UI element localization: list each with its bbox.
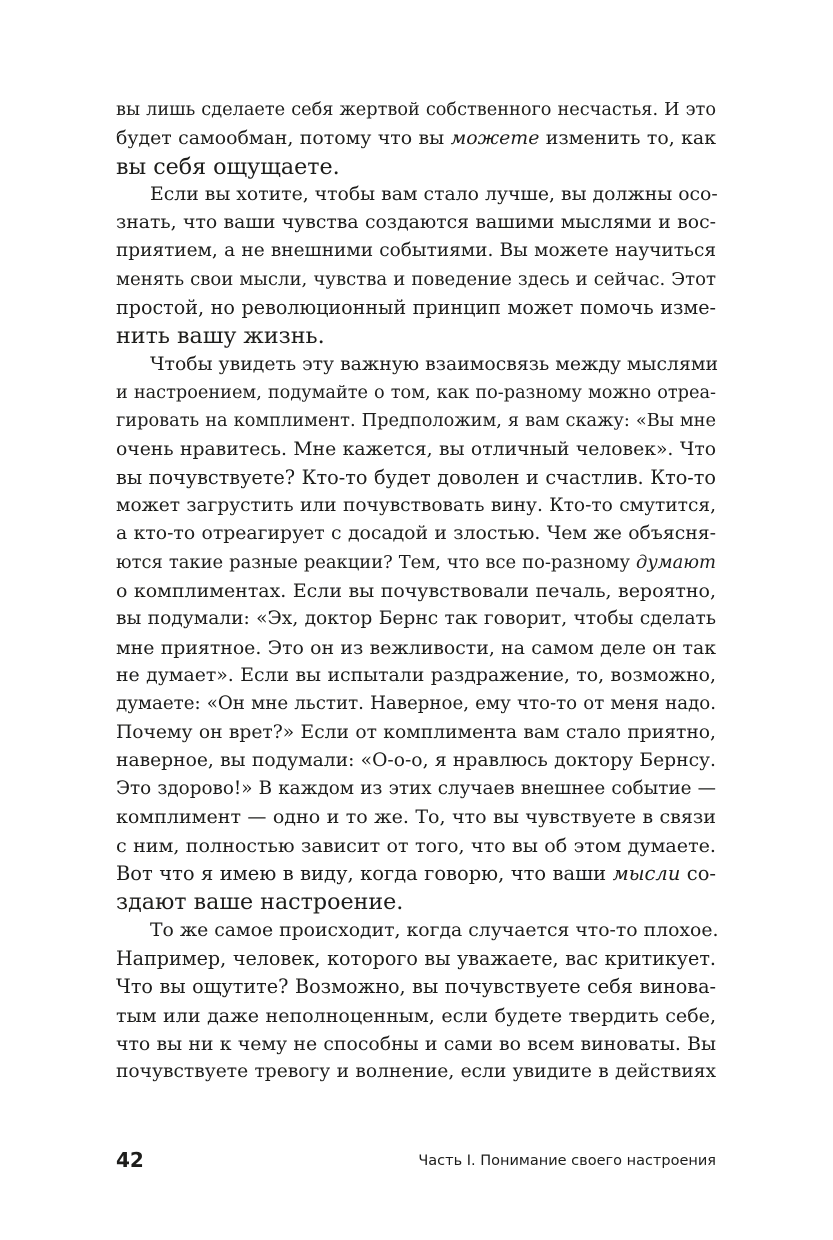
text-line: наверное, вы подумали: «О-о-о, я нравлюсь доктору Бернсу. (116, 749, 716, 771)
text-line: что вы ни к чему не способны и сами во всем виноваты. Вы (116, 1032, 716, 1055)
text-line: почувствуете тревогу и волнение, если увидите в действиях (116, 1061, 716, 1083)
text-line: вы почувствуете? Кто-то будет доволен и счастлив. Кто-то (116, 465, 716, 489)
paragraph-first-line: Если вы хотите, чтобы вам стало лучше, вы должны осо- (150, 183, 718, 205)
paragraph-first-line: Чтобы увидеть эту важную взаимосвязь между мыслями (150, 353, 719, 375)
text-line: очень нравитесь. Мне кажется, вы отличный человек». Что (116, 438, 716, 460)
text-line: мне приятное. Это он из вежливости, на самом деле он так (116, 636, 716, 659)
text-line: может загрустить или почувствовать вину. Кто-то смутится, (116, 495, 716, 517)
text-line: приятием, а не внешними событиями. Вы можете научиться (116, 240, 716, 262)
text-line: будет самообман, потому что вы можете изменить то, как (116, 127, 716, 150)
text-line: о комплиментах. Если вы почувствовали печаль, вероятно, (116, 580, 716, 603)
text-line: менять свои мысли, чувства и поведение здесь и сейчас. Этот (116, 268, 716, 290)
text-line: вы подумали: «Эх, доктор Бернс так говорит, чтобы сделать (116, 608, 716, 630)
text-line: знать, что ваши чувства создаются вашими мыслями и вос- (116, 212, 716, 234)
text-line: с ним, полностью зависит от того, что вы об этом думаете. (116, 833, 716, 857)
paragraph-first-line: То же самое происходит, когда случается что-то плохое. (150, 919, 719, 941)
running-head: Часть I. Понимание своего настроения (418, 1153, 716, 1169)
text-line: Вот что я имею в виду, когда говорю, что ваши мысли со- (116, 862, 716, 886)
emphasis: думают (635, 551, 716, 573)
emphasis: можете (450, 127, 540, 150)
page-body (116, 96, 719, 1086)
text-line: нить вашу жизнь. (116, 323, 325, 350)
text-line: думаете: «Он мне льстит. Наверное, ему что-то от меня надо. (116, 693, 716, 715)
text-line: а кто-то отреагирует с досадой и злостью. Чем же объясня- (116, 523, 716, 545)
text-line: здают ваше настроение. (116, 889, 404, 916)
text-line: вы лишь сделаете себя жертвой собственного несчастья. И это (116, 100, 716, 120)
text-line: и настроением, подумайте о том, как по-разному можно отреа- (116, 382, 716, 403)
page-footer (116, 1147, 716, 1173)
text-line: Что вы ощутите? Возможно, вы почувствуете себя винова- (116, 975, 716, 999)
page-number: 42 (116, 1148, 144, 1172)
text-line: Например, человек, которого вы уважаете, вас критикует. (116, 946, 716, 970)
emphasis: мысли (612, 862, 681, 886)
text-line: Это здорово!» В каждом из этих случаев внешнее событие — (116, 778, 716, 800)
text-line: тым или даже неполноценным, если будете твердить себе, (116, 1004, 716, 1027)
text-line: простой, но революционный принцип может помочь изме- (116, 296, 716, 320)
text-line: не думает». Если вы испытали раздражение, то, возможно, (116, 664, 716, 686)
text-line: вы себя ощущаете. (116, 153, 340, 180)
text-line: Почему он врет?» Если от комплимента вам стало приятно, (116, 721, 716, 743)
text-line: гировать на комплимент. Предположим, я вам скажу: «Вы мне (116, 411, 716, 432)
text-line: ются такие разные реакции? Тем, что все по-разному думают (116, 551, 716, 573)
text-line: комплимент — одно и то же. То, что вы чувствуете в связи (116, 806, 716, 829)
